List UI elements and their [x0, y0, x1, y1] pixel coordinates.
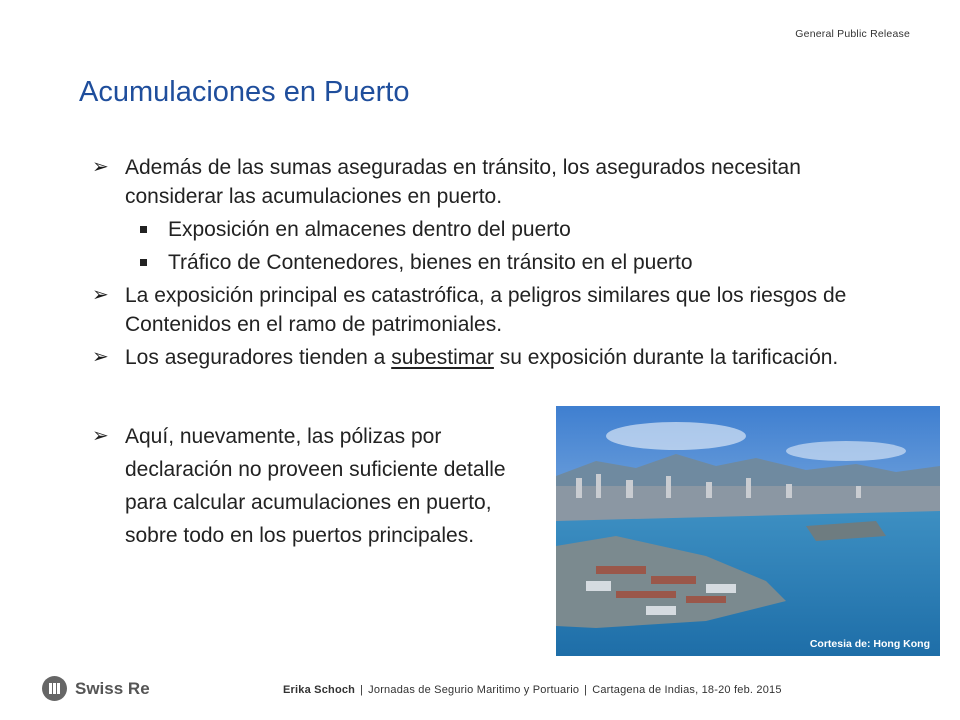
footer-author: Erika Schoch — [283, 684, 356, 696]
bullet-text: Además de las sumas aseguradas en tránsito, los asegurados necesitan considerar las acumulaciones en puerto. — [125, 156, 801, 208]
square-bullet-icon — [140, 226, 147, 233]
swiss-re-logo — [42, 676, 150, 701]
bullet-item — [92, 420, 542, 552]
bullet-item — [92, 281, 852, 339]
arrow-bullet-icon: ➢ — [92, 346, 109, 368]
square-bullet-icon — [140, 259, 147, 266]
arrow-bullet-icon: ➢ — [92, 284, 109, 306]
photo-credit: Cortesia de: Hong Kong — [809, 638, 930, 650]
bullet-text-after: su exposición durante la tarificación. — [493, 346, 839, 369]
footer — [283, 684, 782, 696]
sub-bullet-text: Tráfico de Contenedores, bienes en tránsito en el puerto — [168, 251, 693, 274]
bullet-text-before: Los aseguradores tienden a — [125, 346, 392, 369]
bullet-item — [92, 153, 852, 211]
bullet-text: La exposición principal es catastrófica, a peligros similares que los riesgos de Contenidos en el ramo de patrimoniales. — [125, 284, 847, 336]
page-title: Acumulaciones en Puerto — [79, 76, 410, 108]
bullet-list — [92, 153, 852, 376]
bullet-item — [92, 343, 852, 372]
arrow-bullet-icon: ➢ — [92, 425, 109, 447]
release-label: General Public Release — [795, 28, 910, 40]
sub-bullet-text: Exposición en almacenes dentro del puerto — [168, 218, 571, 241]
bullet-text: Aquí, nuevamente, las pólizas por declaración no proveen suficiente detalle para calcular acumulaciones en puerto, sobre todo en los puertos principales. — [125, 425, 506, 547]
port-photo-illustration — [556, 406, 940, 656]
footer-place-date: Cartagena de Indias, 18-20 feb. 2015 — [592, 684, 782, 696]
footer-event: Jornadas de Segurio Maritimo y Portuario — [368, 684, 580, 696]
footer-separator: | — [360, 684, 364, 696]
port-photo — [556, 406, 940, 656]
sub-bullet-item — [92, 215, 852, 244]
logo-text: Swiss Re — [75, 678, 150, 698]
arrow-bullet-icon: ➢ — [92, 156, 109, 178]
footer-separator: | — [584, 684, 588, 696]
underlined-word: subestimar — [391, 346, 494, 369]
sub-bullet-item — [92, 248, 852, 277]
swiss-re-logo-icon — [42, 676, 67, 701]
